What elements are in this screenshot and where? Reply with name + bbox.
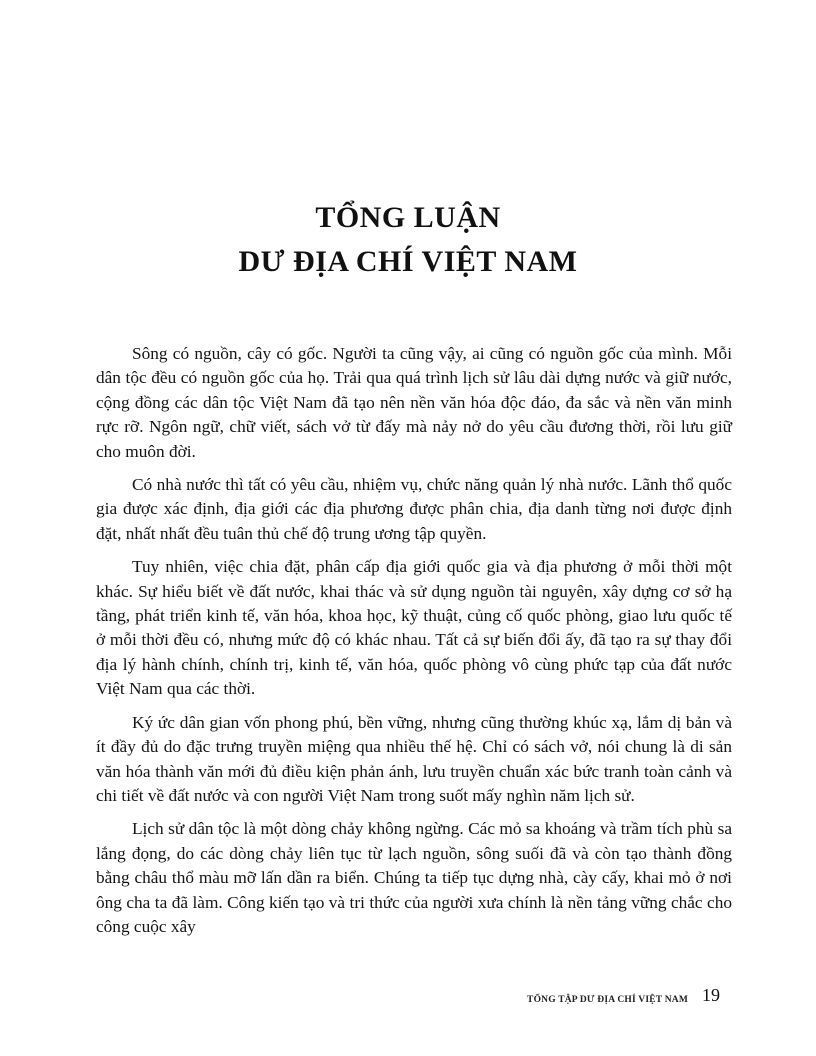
body-text [96, 342, 732, 948]
paragraph-1: Sông có nguồn, cây có gốc. Người ta cũng vậy, ai cũng có nguồn gốc của mình. Mỗi dân tộc đều có nguồn gốc của họ. Trải qua quá trình lịch sử lâu dài dựng nước và giữ nước, cộng đồng các dân tộc Việt Nam đã tạo nên nền văn hóa độc đáo, đa sắc và nền văn minh rực rỡ. Ngôn ngữ, chữ viết, sách vở từ đấy mà nảy nở do yêu cầu đương thời, rồi lưu giữ cho muôn đời. [96, 344, 732, 461]
paragraph-3: Tuy nhiên, việc chia đặt, phân cấp địa giới quốc gia và địa phương ở mỗi thời một khác. Sự hiểu biết về đất nước, khai thác và sử dụng nguồn tài nguyên, xây dựng cơ sở hạ tầng, phát triển kinh tế, văn hóa, khoa học, kỹ thuật, củng cố quốc phòng, giao lưu quốc tế ở mỗi thời đều có, nhưng mức độ có khác nhau. Tất cả sự biến đổi ấy, đã tạo ra sự thay đổi địa lý hành chính, chính trị, kinh tế, văn hóa, quốc phòng vô cùng phức tạp của đất nước Việt Nam qua các thời. [96, 557, 732, 699]
page-footer [400, 985, 730, 1015]
running-title: TỔNG TẬP DƯ ĐỊA CHÍ VIỆT NAM [527, 995, 688, 1005]
paragraph-5: Lịch sử dân tộc là một dòng chảy không ngừng. Các mỏ sa khoáng và trầm tích phù sa lắng đọng, do các dòng chảy liên tục từ lạch nguồn, sông suối đã và còn tạo thành đồng bằng châu thổ màu mỡ lấn dần ra biển. Chúng ta tiếp tục dựng nhà, cày cấy, khai mỏ ở nơi ông cha ta đã làm. Công kiến tạo và tri thức của người xưa chính là nền tảng vững chắc cho công cuộc xây [96, 819, 732, 936]
paragraph-4: Ký ức dân gian vốn phong phú, bền vững, nhưng cũng thường khúc xạ, lắm dị bản và ít đầy đủ do đặc trưng truyền miệng qua nhiều thế hệ. Chỉ có sách vở, nói chung là di sản văn hóa thành văn mới đủ điều kiện phản ánh, lưu truyền chuẩn xác bức tranh toàn cảnh và chi tiết về đất nước và con người Việt Nam trong suốt mấy nghìn năm lịch sử. [96, 712, 732, 805]
chapter-title-line-2: DƯ ĐỊA CHÍ VIỆT NAM [238, 245, 578, 278]
chapter-title-line-1: TỔNG LUẬN [315, 201, 501, 234]
page-number: 19 [702, 985, 720, 1005]
paragraph-2: Có nhà nước thì tất có yêu cầu, nhiệm vụ, chức năng quản lý nhà nước. Lãnh thổ quốc gia được xác định, địa giới các địa phương được phân chia, địa danh từng nơi được định đặt, nhất nhất đều tuân thủ chế độ trung ương tập quyền. [96, 475, 732, 543]
chapter-title [0, 196, 816, 284]
